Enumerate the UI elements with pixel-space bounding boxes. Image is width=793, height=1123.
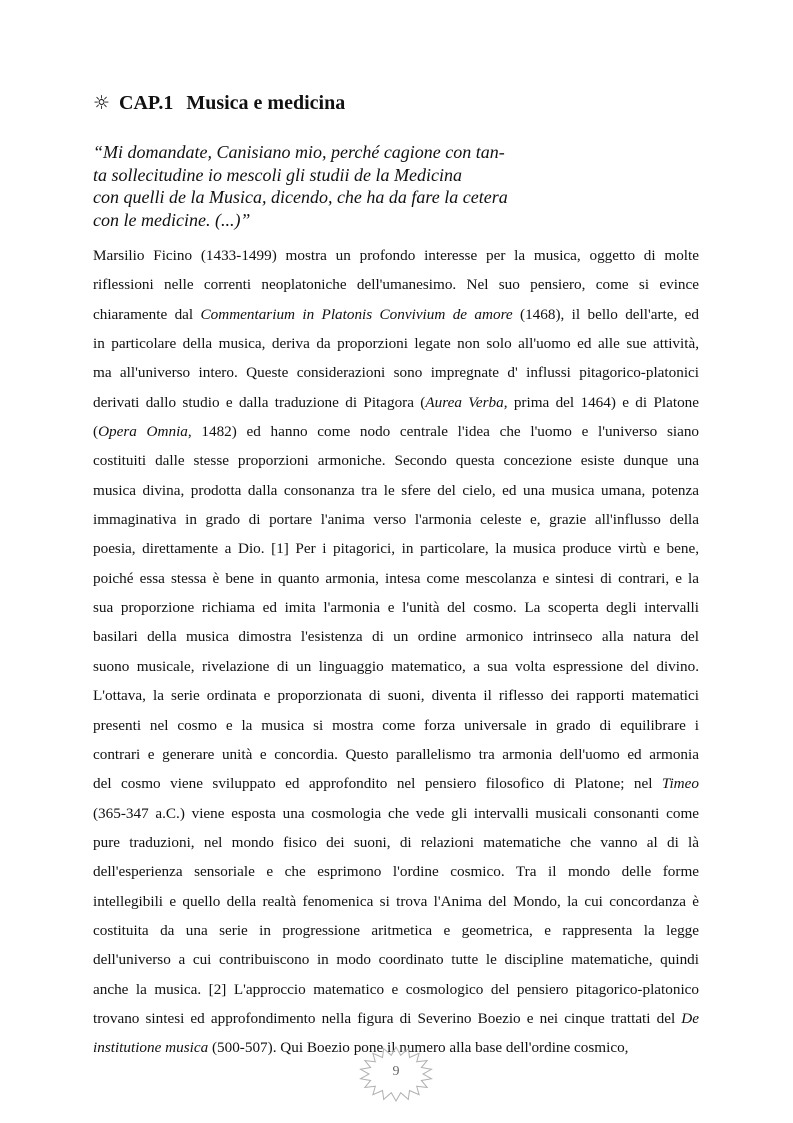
page-number-badge: [358, 1046, 434, 1102]
text-line: immaginativa in grado di portare l'anima verso l'armonia celeste e, grazie all'influsso della: [93, 511, 699, 529]
text-line: basilari della musica dimostra l'esistenza di un ordine armonico intrinseco alla natura del: [93, 628, 699, 646]
epigraph-line: con quelli de la Musica, dicendo, che ha da fare la cetera: [93, 187, 508, 207]
chapter-number: CAP.1: [119, 92, 174, 114]
body-paragraph: [93, 241, 699, 1063]
text-segment: (500-507). Qui Boezio pone il numero alla base dell'ordine cosmico,: [208, 1039, 629, 1057]
text-segment: , 1482) ed hanno come nodo centrale l'idea che l'uomo e l'universo siano: [187, 423, 700, 441]
text-line: contrari e generare unità e concordia. Questo parallelismo tra armonia dell'uomo ed armonia: [93, 745, 699, 763]
text-line: presenti nel cosmo e la musica si mostra come forza universale in grado di equilibrare i: [93, 716, 699, 734]
text-line: (365-347 a.C.) viene esposta una cosmologia che vede gli intervalli musicali consonanti come: [93, 804, 699, 822]
text-segment: trovano sintesi ed approfondimento nella figura di Severino Boezio e nei cinque trattati del: [93, 1009, 682, 1027]
italic-title: Opera Omnia: [98, 423, 188, 441]
text-line: L'ottava, la serie ordinata e proporzionata di suoni, diventa il riflesso dei rapporti matematici: [93, 687, 699, 705]
text-line: dell'universo a cui contribuiscono in modo coordinato tutte le discipline matematiche, quindi: [93, 951, 699, 969]
text-line: musica divina, prodotta dalla consonanza tra le sfere del cielo, ed una musica umana, potenza: [93, 481, 699, 499]
text-line: suono musicale, rivelazione di un linguaggio matematico, a sua volta espressione del divino.: [93, 657, 699, 675]
text-segment: (1468), il bello dell'arte, ed: [512, 305, 699, 323]
text-line: intellegibili e quello della realtà fenomenica si trova l'Anima del Mondo, la cui concordanza è: [93, 892, 699, 910]
text-line: riflessioni nelle correnti neoplatoniche dell'umanesimo. Nel suo pensiero, come si evince: [93, 276, 699, 294]
text-segment: (: [93, 423, 99, 441]
text-line: dell'esperienza sensoriale e che esprimono l'ordine cosmico. Tra il mondo delle forme: [93, 863, 699, 881]
text-segment: chiaramente dal: [93, 305, 201, 323]
text-segment: del cosmo viene sviluppato ed approfondito nel pensiero filosofico di Platone; nel: [93, 775, 662, 793]
text-line: Marsilio Ficino (1433-1499) mostra un profondo interesse per la musica, oggetto di molte: [93, 247, 699, 264]
text-line: poiché essa stessa è bene in quanto armonia, intesa come mescolanza e sintesi di contrari, e la: [93, 569, 699, 587]
epigraph-line: ta sollecitudine io mescoli gli studii de la Medicina: [93, 164, 462, 185]
text-line: pure traduzioni, nel mondo fisico dei suoni, di relazioni matematiche che vanno al di là: [93, 833, 699, 851]
chapter-heading: [93, 92, 345, 115]
text-line: costituiti dalle stesse proporzioni armoniche. Secondo questa concezione esiste dunque una: [93, 452, 699, 470]
text-line: [93, 388, 699, 417]
text-line: costituita da una serie in progressione aritmetica e geometrica, e rappresenta la legge: [93, 921, 699, 939]
epigraph-line: con le medicine. (...)”: [93, 209, 251, 230]
text-line: ma all'universo intero. Queste considerazioni sono impregnate d' influssi pitagorico-platonici: [93, 364, 699, 382]
text-line: [93, 417, 699, 446]
text-line: poesia, direttamente a Dio. [1] Per i pitagorici, in particolare, la musica produce virtù e bene,: [93, 540, 699, 558]
epigraph-line: “Mi domandate, Canisiano mio, perché cagione con tan-: [93, 142, 505, 162]
italic-title: Commentarium in Platonis Convivium de amore: [200, 305, 513, 323]
text-segment: derivati dallo studio e dalla traduzione di Pitagora (: [93, 393, 426, 411]
epigraph-quote: [93, 141, 543, 231]
chapter-title: Musica e medicina: [186, 92, 346, 114]
italic-title: Timeo: [661, 775, 699, 793]
italic-title: De: [681, 1009, 699, 1027]
page-number: 9: [392, 1064, 400, 1079]
text-line: [93, 769, 699, 798]
text-segment: , prima del 1464) e di Platone: [503, 393, 700, 411]
italic-title: Aurea Verba: [425, 393, 504, 411]
text-line: in particolare della musica, deriva da proporzioni legate non solo all'uomo ed alle sue attività,: [93, 335, 699, 353]
text-line: [93, 1004, 699, 1033]
italic-title: institutione musica: [93, 1039, 209, 1057]
text-line: anche la musica. [2] L'approccio matematico e cosmologico del pensiero pitagorico-platonico: [93, 980, 699, 998]
text-line: [93, 300, 699, 329]
sun-icon: ☼: [93, 92, 111, 114]
text-line: sua proporzione richiama ed imita l'armonia e l'unità del cosmo. La scoperta degli intervalli: [93, 599, 699, 617]
